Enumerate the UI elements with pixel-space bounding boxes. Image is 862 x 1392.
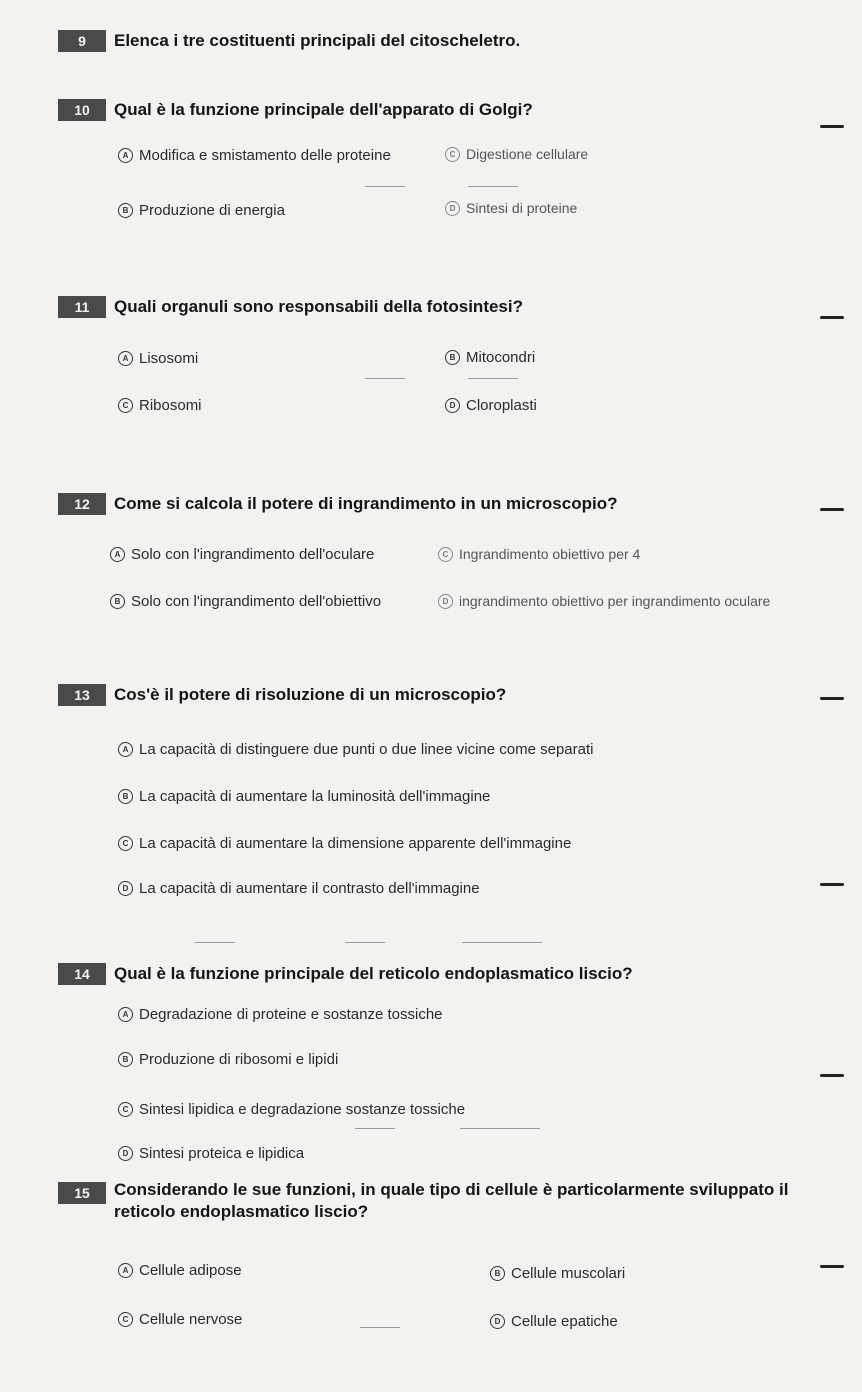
- option-d[interactable]: D Sintesi proteica e lipidica: [118, 1145, 304, 1162]
- option-c[interactable]: C Sintesi lipidica e degradazione sostanze tossiche: [118, 1101, 465, 1118]
- question-text: Come si calcola il potere di ingrandimento in un microscopio?: [114, 494, 618, 513]
- question-number: 10: [58, 99, 106, 121]
- option-c[interactable]: C La capacità di aumentare la dimensione apparente dell'immagine: [118, 835, 571, 852]
- option-letter-icon: B: [118, 789, 133, 804]
- question-number: 9: [58, 30, 106, 52]
- option-c[interactable]: C Digestione cellulare: [445, 146, 588, 162]
- question-text: Quali organuli sono responsabili della fotosintesi?: [114, 297, 523, 316]
- option-letter-icon: B: [118, 1052, 133, 1067]
- option-a[interactable]: A Modifica e smistamento delle proteine: [118, 147, 391, 164]
- option-letter-icon: D: [490, 1314, 505, 1329]
- option-letter-icon: A: [118, 1007, 133, 1022]
- option-d[interactable]: D Sintesi di proteine: [445, 200, 577, 216]
- scan-speck: [462, 942, 542, 943]
- scan-speck: [460, 1128, 540, 1129]
- option-letter-icon: C: [445, 147, 460, 162]
- option-letter-icon: D: [118, 1146, 133, 1161]
- option-letter-icon: C: [438, 547, 453, 562]
- option-letter-icon: C: [118, 836, 133, 851]
- option-letter-icon: D: [445, 398, 460, 413]
- margin-mark: [820, 1265, 844, 1268]
- option-a[interactable]: A Lisosomi: [118, 350, 198, 367]
- question-text: Qual è la funzione principale del reticolo endoplasmatico liscio?: [114, 964, 633, 983]
- scan-speck: [355, 1128, 395, 1129]
- option-a[interactable]: A Cellule adipose: [118, 1262, 242, 1279]
- margin-mark: [820, 125, 844, 128]
- option-b[interactable]: B Cellule muscolari: [490, 1265, 625, 1282]
- option-letter-icon: A: [118, 742, 133, 757]
- option-letter-icon: A: [118, 351, 133, 366]
- option-letter-icon: C: [118, 1312, 133, 1327]
- question-text: Qual è la funzione principale dell'apparato di Golgi?: [114, 100, 533, 119]
- margin-mark: [820, 1074, 844, 1077]
- option-b[interactable]: B Solo con l'ingrandimento dell'obiettivo: [110, 593, 381, 610]
- question-number: 11: [58, 296, 106, 318]
- scan-speck: [360, 1327, 400, 1328]
- question-number: 15: [58, 1182, 106, 1204]
- option-d[interactable]: D Cellule epatiche: [490, 1313, 618, 1330]
- option-a[interactable]: A Solo con l'ingrandimento dell'oculare: [110, 546, 374, 563]
- scan-speck: [195, 942, 235, 943]
- option-letter-icon: C: [118, 398, 133, 413]
- question-number: 12: [58, 493, 106, 515]
- option-d[interactable]: D La capacità di aumentare il contrasto dell'immagine: [118, 880, 480, 897]
- option-letter-icon: A: [118, 148, 133, 163]
- option-a[interactable]: A La capacità di distinguere due punti o due linee vicine come separati: [118, 741, 593, 758]
- option-letter-icon: B: [490, 1266, 505, 1281]
- margin-mark: [820, 883, 844, 886]
- option-letter-icon: A: [118, 1263, 133, 1278]
- scan-speck: [468, 186, 518, 187]
- question-number: 14: [58, 963, 106, 985]
- option-letter-icon: C: [118, 1102, 133, 1117]
- margin-mark: [820, 697, 844, 700]
- option-letter-icon: D: [438, 594, 453, 609]
- option-b[interactable]: B Produzione di energia: [118, 202, 285, 219]
- scan-speck: [365, 186, 405, 187]
- option-b[interactable]: B Produzione di ribosomi e lipidi: [118, 1051, 338, 1068]
- option-letter-icon: A: [110, 547, 125, 562]
- option-b[interactable]: B La capacità di aumentare la luminosità dell'immagine: [118, 788, 490, 805]
- margin-mark: [820, 316, 844, 319]
- option-d[interactable]: D Cloroplasti: [445, 397, 537, 414]
- option-c[interactable]: C Ribosomi: [118, 397, 202, 414]
- question-text: Elenca i tre costituenti principali del citoscheletro.: [114, 31, 521, 50]
- option-letter-icon: B: [445, 350, 460, 365]
- question-text: Cos'è il potere di risoluzione di un microscopio?: [114, 685, 507, 704]
- scan-speck: [468, 378, 518, 379]
- question-text: Considerando le sue funzioni, in quale tipo di cellule è particolarmente sviluppato il reticolo endoplasmatico liscio?: [114, 1180, 789, 1221]
- scan-speck: [365, 378, 405, 379]
- margin-mark: [820, 508, 844, 511]
- option-b[interactable]: B Mitocondri: [445, 349, 535, 366]
- option-c[interactable]: C Cellule nervose: [118, 1311, 242, 1328]
- option-letter-icon: D: [445, 201, 460, 216]
- scan-speck: [345, 942, 385, 943]
- option-a[interactable]: A Degradazione di proteine e sostanze tossiche: [118, 1006, 443, 1023]
- option-letter-icon: B: [110, 594, 125, 609]
- option-d[interactable]: D ingrandimento obiettivo per ingrandimento oculare: [438, 593, 770, 609]
- option-letter-icon: D: [118, 881, 133, 896]
- option-c[interactable]: C Ingrandimento obiettivo per 4: [438, 546, 640, 562]
- question-number: 13: [58, 684, 106, 706]
- option-letter-icon: B: [118, 203, 133, 218]
